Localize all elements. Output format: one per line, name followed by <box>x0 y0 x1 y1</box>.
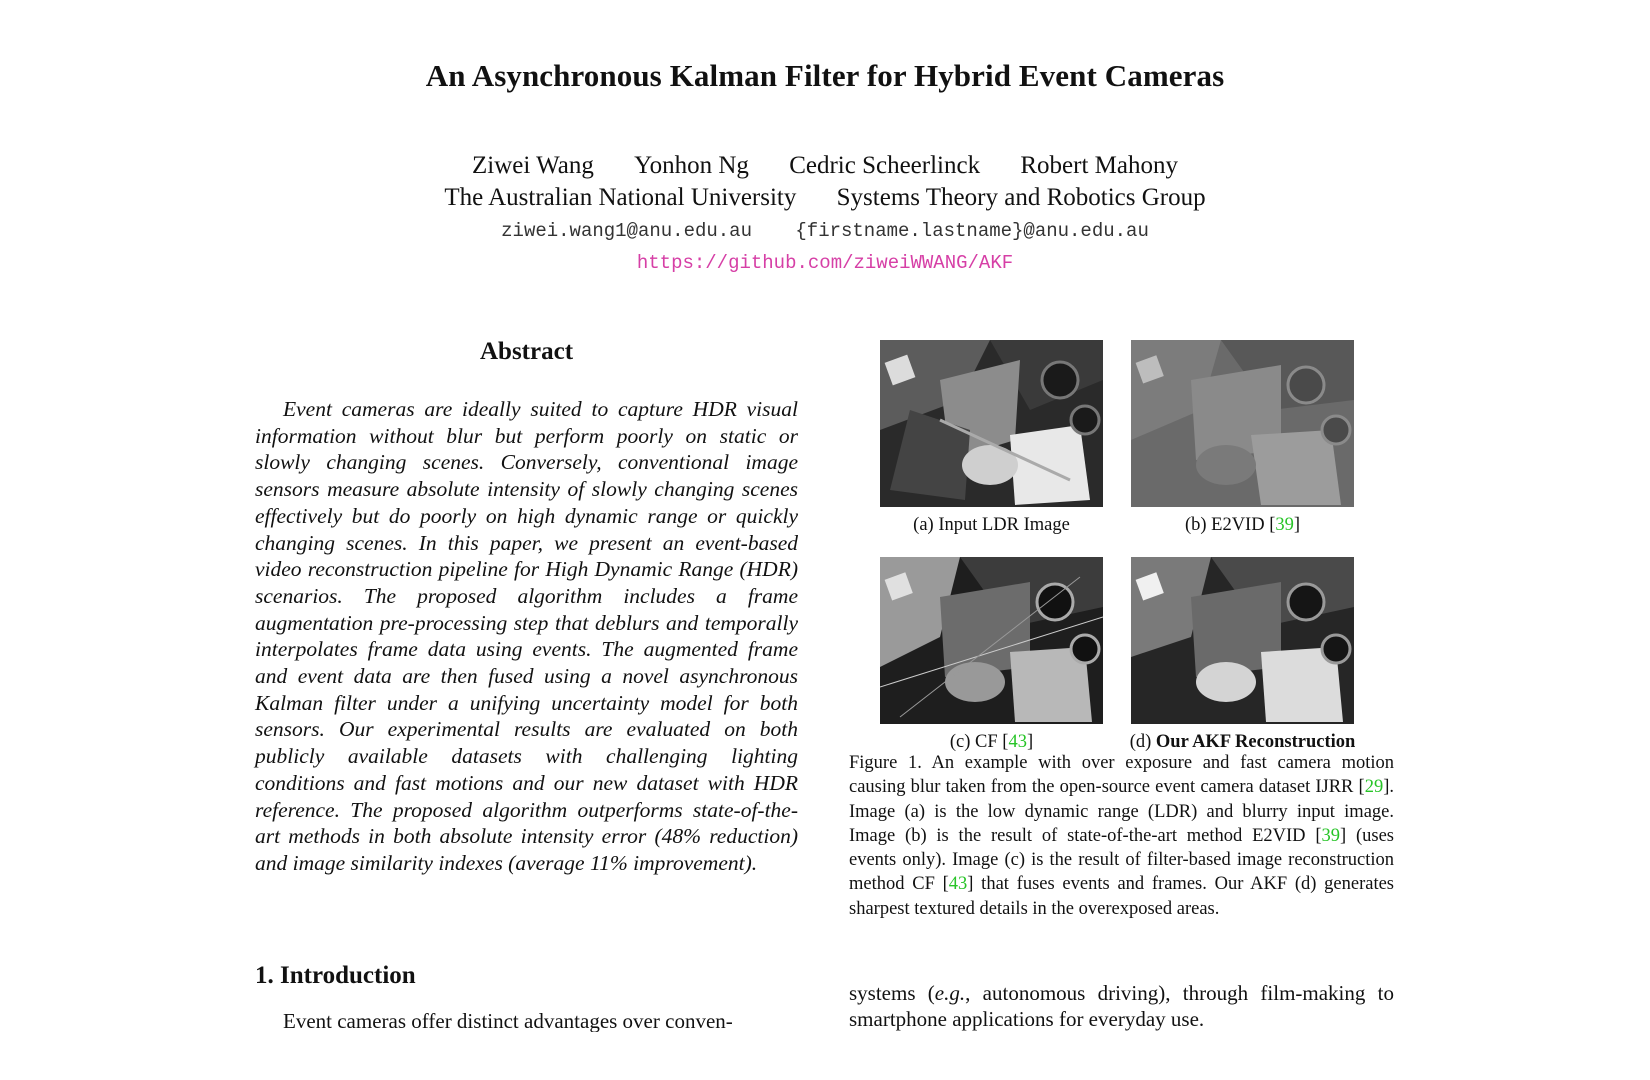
introduction-text: Event cameras offer distinct advantages over conven- <box>283 1009 733 1032</box>
citation-link[interactable]: 29 <box>1364 777 1384 798</box>
github-link[interactable]: https://github.com/ziweiWWANG/AKF <box>636 252 1014 274</box>
citation-link[interactable]: 39 <box>1321 825 1340 846</box>
affiliation-list <box>0 184 1650 212</box>
email: {firstname.lastname}@anu.edu.au <box>795 220 1149 242</box>
subfigure-caption-c: (c) CF [43] <box>949 732 1034 752</box>
citation-link[interactable]: 39 <box>1275 515 1294 535</box>
author: Cedric Scheerlinck <box>789 152 981 179</box>
citation-link[interactable]: 43 <box>1008 732 1027 752</box>
figure-caption: Figure 1. An example with over exposure and fast camera motion causing blur taken from the open-source event camera dataset IJRR [29]. Image (a) is the low dynamic range (LDR) and blurry input image. Image (b) is the result of state-of-the-art method E2VID [39] (uses events only). Image (c) is the result of filter-based image reconstruction method CF [43] that fuses events and frames. Our AKF (d) generates sharpest textured details in the overexposed areas. <box>849 753 1395 919</box>
figure-image-cf <box>880 557 1103 724</box>
figure-image-akf <box>1131 557 1354 724</box>
affiliation: Systems Theory and Robotics Group <box>836 184 1206 211</box>
paper-title: An Asynchronous Kalman Filter for Hybrid Event Cameras <box>425 58 1225 93</box>
figure-image-input-ldr <box>880 340 1103 507</box>
email-list <box>0 220 1650 242</box>
author: Ziwei Wang <box>472 152 594 179</box>
subfigure-caption-b: (b) E2VID [39] <box>1184 515 1301 535</box>
author: Robert Mahony <box>1020 152 1178 179</box>
email: ziwei.wang1@anu.edu.au <box>501 220 752 242</box>
subfigure-caption-a: (a) Input LDR Image <box>913 515 1070 535</box>
introduction-heading: 1. Introduction <box>255 962 416 989</box>
author: Yonhon Ng <box>634 152 749 179</box>
citation-link[interactable]: 43 <box>948 874 968 895</box>
body-text-right: systems (e.g., autonomous driving), through film-making to smartphone applications for everyday use. <box>849 981 1394 1031</box>
author-list <box>0 152 1650 180</box>
subfigure-caption-d: (d) Our AKF Reconstruction <box>1129 732 1356 752</box>
affiliation: The Australian National University <box>444 184 797 211</box>
figure-image-e2vid <box>1131 340 1354 507</box>
abstract-heading: Abstract <box>479 338 574 365</box>
abstract-text: Event cameras are ideally suited to capture HDR visual information without blur but perform poorly on static or slowly changing scenes. Conversely, conventional image sensors measure absolute intensity of slowly changing scenes effectively but do poorly on high dynamic range or quickly changing scenes. In this paper, we present an event-based video reconstruction pipeline for High Dynamic Range (HDR) scenarios. The proposed algorithm includes a frame augmentation pre-processing step that deblurs and temporally interpolates frame data using events. The augmented frame and event data are then fused using a novel asynchronous Kalman filter under a unifying uncertainty model for both sensors. Our experimental results are evaluated on both publicly available datasets with challenging lighting conditions and fast motions and our new dataset with HDR reference. The proposed algorithm outperforms state-of-the-art methods in both absolute intensity error (48% reduction) and image similarity indexes (average 11% improvement). <box>255 397 798 875</box>
